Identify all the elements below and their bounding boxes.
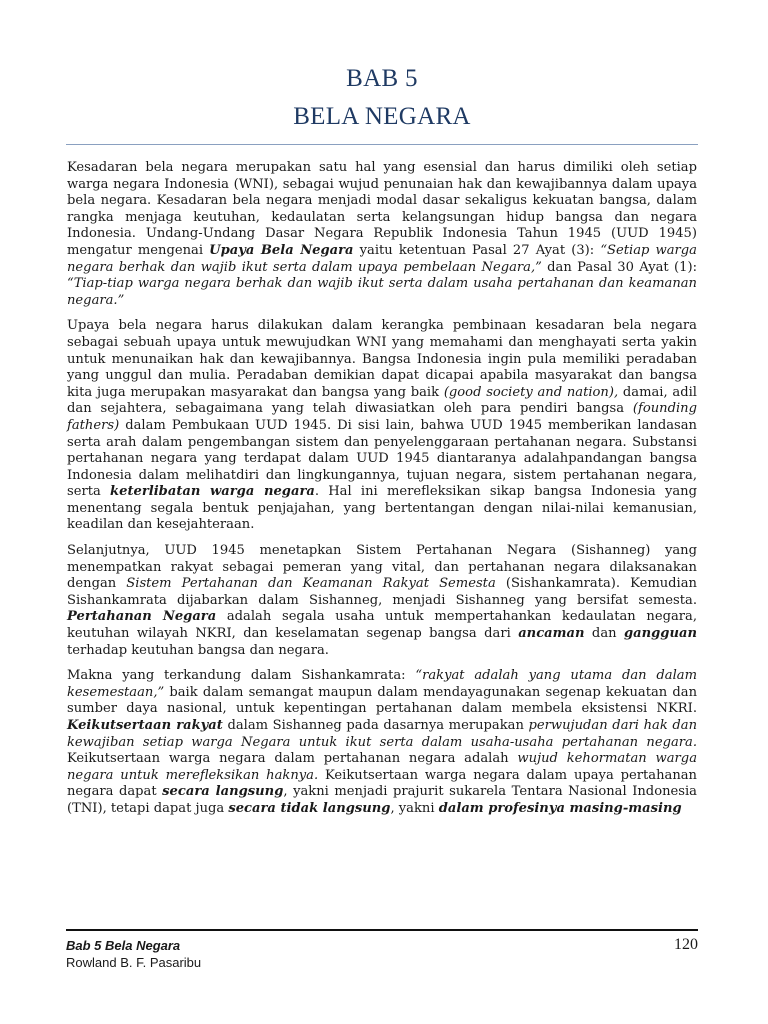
paragraph-4-emphasis-3: secara tidak langsung — [228, 800, 391, 816]
paragraph-3-text-2: (Sishankamrata). Kemudian Sishankamrata dijabarkan dalam Sishanneg, menjadi Sishanneg yang bersifat semesta. — [67, 576, 697, 608]
paragraph-2 — [67, 318, 697, 534]
paragraph-1 — [67, 160, 697, 309]
paragraph-3-emphasis-1: Pertahanan Negara — [67, 609, 217, 625]
paragraph-3-text-3: adalah segala usaha untuk mempertahankan kedaulatan negara, keutuhan wilayah NKRI, dan keselamatan segenap bangsa dari — [67, 609, 697, 642]
paragraph-3-text-4: dan — [584, 626, 624, 642]
page-number: 120 — [674, 936, 698, 953]
paragraph-3-emphasis-3: gangguan — [623, 626, 697, 642]
paragraph-4-emphasis-2: secara langsung — [162, 784, 284, 800]
paragraph-1-text-3: dan Pasal 30 Ayat (1): — [541, 259, 698, 275]
body-text — [67, 160, 697, 827]
paragraph-3-text-5: terhadap keutuhan bangsa dan negara. — [67, 642, 329, 658]
paragraph-4-emphasis-4: dalam profesinya masing-masing — [438, 800, 682, 816]
paragraph-4-text-6: , yakni menjadi prajurit sukarela Tentara Nasional Indonesia (TNI), tetapi dapat juga — [67, 784, 697, 816]
paragraph-4-text-5: Keikutsertaan warga negara dalam upaya pertahanan negara dapat — [67, 767, 697, 800]
paragraph-4-text-7: , yakni — [390, 800, 439, 816]
heading-divider — [66, 144, 698, 145]
paragraph-4-emphasis-1: Keikutsertaan rakyat — [67, 718, 223, 733]
footer-chapter-label: Bab 5 Bela Negara — [66, 938, 181, 953]
paragraph-2-emphasis-1: keterlibatan warga negara — [110, 484, 315, 500]
paragraph-1-quote-2: “Tiap-tiap warga negara berhak dan wajib ikut serta dalam usaha pertahanan dan keamanan negara.” — [67, 276, 697, 308]
paragraph-3 — [67, 543, 697, 659]
paragraph-4-quote-1: “rakyat adalah yang utama dan dalam kesemestaan,” — [67, 668, 697, 700]
chapter-title: BELA NEGARA — [293, 103, 471, 130]
paragraph-2-text-2: damai, adil dan sejahtera, sebagaimana yang telah diwasiatkan oleh para pendiri bangsa — [67, 384, 697, 417]
paragraph-3-italic-1: Sistem Pertahanan dan Keamanan Rakyat Semesta — [126, 576, 496, 592]
paragraph-3-text-1: Selanjutnya, UUD 1945 menetapkan Sistem Pertahanan Negara (Sishanneg) yang menempatkan rakyat sebagai pemeran yang vital, dan pertahanan negara dilaksanakan dengan — [67, 543, 697, 592]
paragraph-3-emphasis-2: ancaman — [518, 626, 585, 642]
footer-divider — [66, 929, 698, 931]
paragraph-1-text-2: yaitu ketentuan Pasal 27 Ayat (3): — [353, 242, 601, 258]
paragraph-2-text-3: dalam Pembukaan UUD 1945. Di sisi lain, bahwa UUD 1945 memberikan landasan serta arah dalam pengembangan sistem dan penyelenggaraan pertahanan negara. Substansi pertahanan negara yang terdapat dalam UUD 1945 diantaranya adalahpandangan bangsa Indonesia dalam melihatdiri dan lingkungannya, tujuan negara, sistem pertahanan negara, serta — [67, 417, 697, 500]
paragraph-1-emphasis-1: Upaya Bela Negara — [209, 242, 354, 258]
paragraph-1-quote-1: “Setiap warga negara berhak dan wajib ikut serta dalam upaya pembelaan Negara,” — [67, 242, 697, 275]
footer-author: Rowland B. F. Pasaribu — [66, 955, 202, 970]
paragraph-2-italic-1: (good society and nation), — [443, 384, 619, 400]
paragraph-4-text-2: baik dalam semangat maupun dalam mendayagunakan segenap kekuatan dan sumber daya nasional, untuk kepentingan pertahanan dalam membela eksistensi NKRI. — [67, 684, 697, 717]
paragraph-4-italic-1: perwujudan dari hak dan kewajiban setiap warga Negara untuk ikut serta dalam usaha-usaha pertahanan negara. — [67, 718, 698, 750]
chapter-number: BAB 5 — [346, 65, 418, 92]
paragraph-4-text-1: Makna yang terkandung dalam Sishankamrata: — [67, 668, 416, 684]
chapter-heading — [66, 60, 698, 136]
paragraph-4-italic-2: wujud kehormatan warga negara untuk merefleksikan haknya. — [67, 751, 697, 783]
paragraph-4 — [67, 668, 697, 817]
paragraph-4-text-3: dalam Sishanneg pada dasarnya merupakan — [222, 718, 529, 733]
paragraph-2-italic-2: (founding fathers) — [67, 401, 697, 433]
paragraph-2-text-1: Upaya bela negara harus dilakukan dalam kerangka pembinaan kesadaran bela negara sebagai sebuah upaya untuk mewujudkan WNI yang memahami dan menghayati serta yakin untuk menunaikan hak dan kewajibannya. Bangsa Indonesia ingin pula memiliki peradaban yang unggul dan mulia. Peradaban demikian dapat dicapai apabila masyarakat dan bangsa kita juga merupakan masyarakat dan bangsa yang baik — [67, 318, 697, 400]
paragraph-1-text-1: Kesadaran bela negara merupakan satu hal yang esensial dan harus dimiliki oleh setiap warga negara Indonesia (WNI), sebagai wujud penunaian hak dan kewajibannya dalam upaya bela negara. Kesadaran bela negara menjadi modal dasar sekaligus kekuatan bangsa, dalam rangka menjaga keutuhan, kedaulatan serta kelangsungan hidup bangsa dan negara Indonesia. Undang-Undang Dasar Negara Republik Indonesia Tahun 1945 (UUD 1945) mengatur mengenai — [67, 160, 697, 258]
paragraph-2-text-4: . Hal ini merefleksikan sikap bangsa Indonesia yang menentang segala bentuk penjajahan, yang bertentangan dengan nilai-nilai kemanusian, keadilan dan kesejahteraan. — [67, 484, 697, 533]
paragraph-4-text-4: Keikutsertaan warga negara dalam pertahanan negara adalah — [67, 751, 518, 767]
